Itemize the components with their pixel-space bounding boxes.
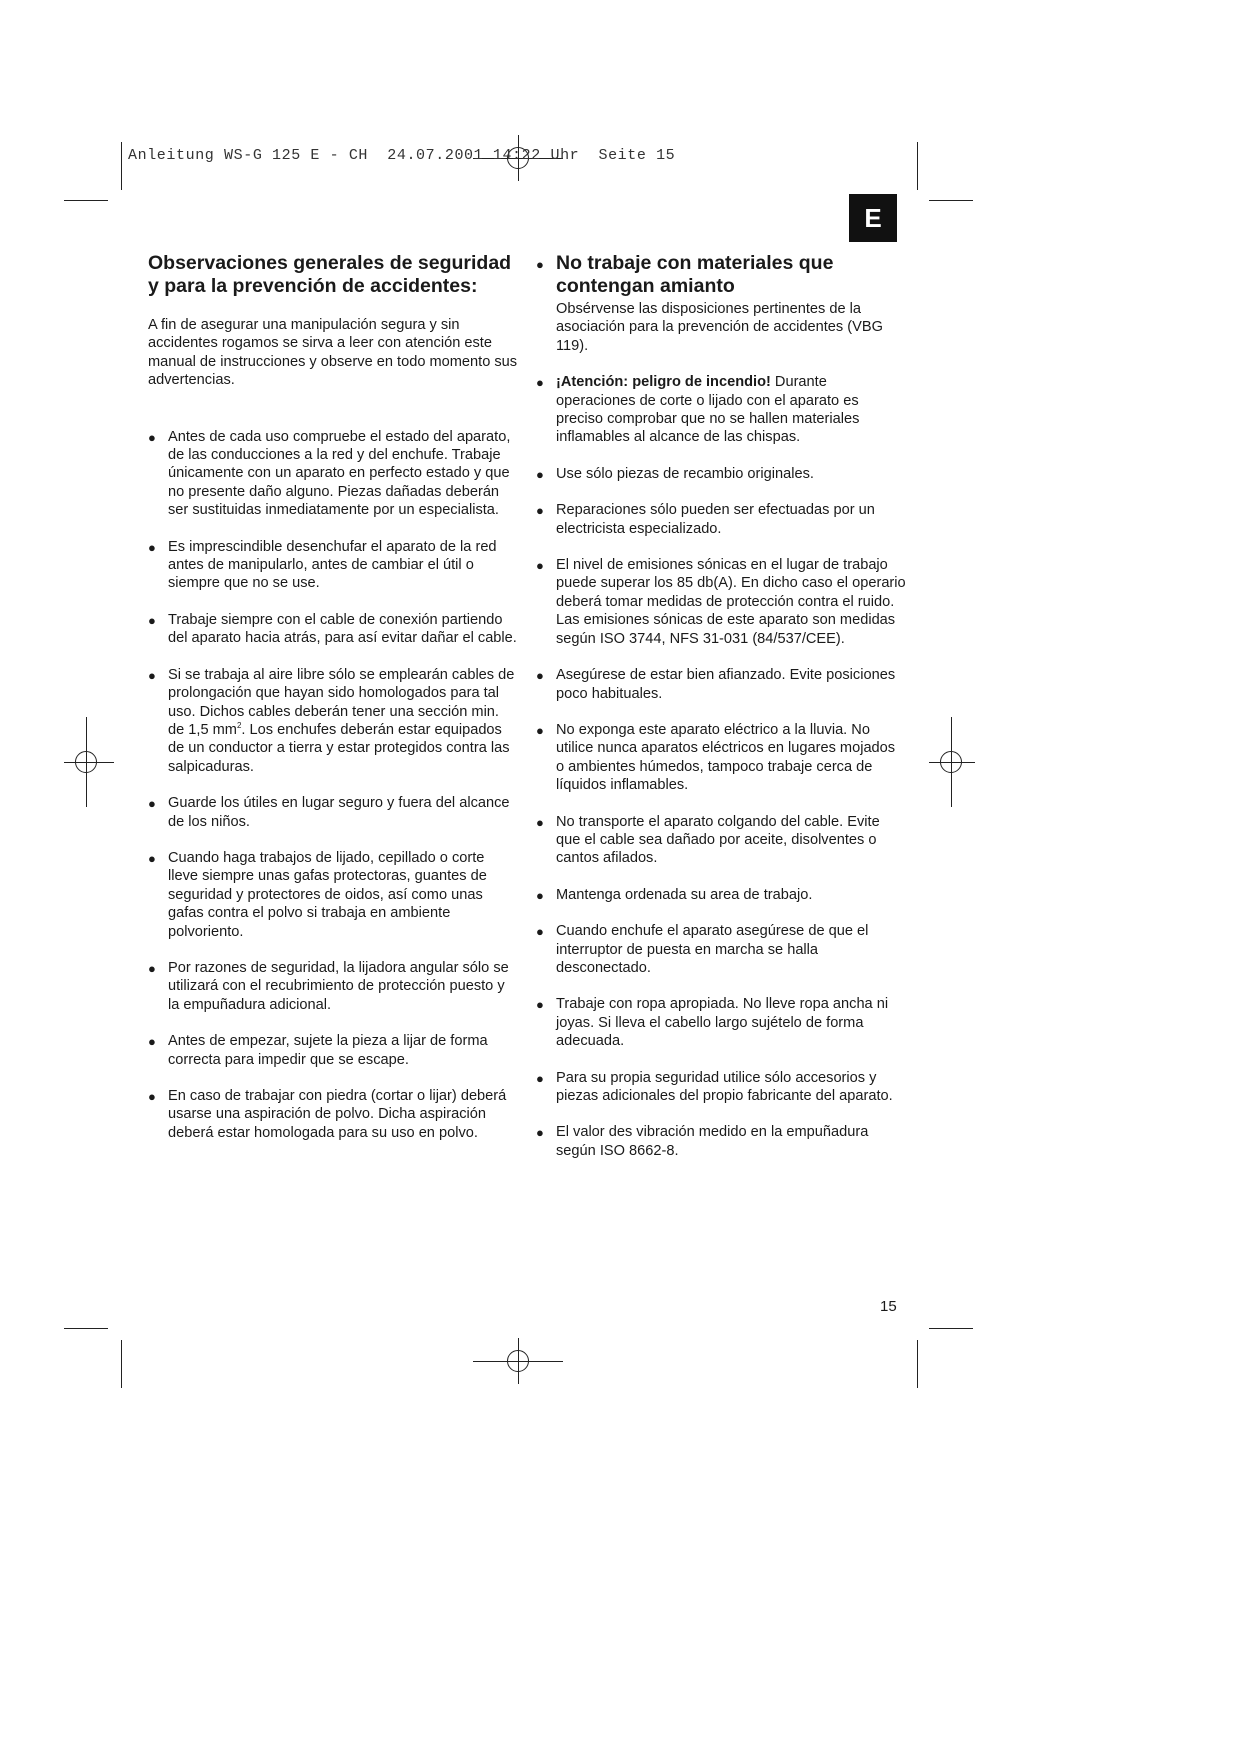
list-item [148, 611, 518, 648]
bullet-icon: ● [148, 429, 156, 445]
crop-mark-top-left-vertical [121, 142, 122, 190]
bullet-icon: ● [536, 466, 544, 482]
intro-paragraph: A fin de asegurar una manipulación segura y sin accidentes rogamos se sirva a leer con atención este manual de instrucciones y observe en todo momento sus advertencias. [148, 317, 518, 389]
bullet-icon: ● [536, 924, 544, 940]
crop-mark-bottom-right-vertical [917, 1340, 918, 1388]
bullet-icon: ● [536, 887, 544, 903]
bullet-icon: ● [536, 375, 544, 391]
superscript: 2 [236, 720, 242, 730]
crop-mark-top-right-vertical [917, 142, 918, 190]
list-item-text: Antes de cada uso compruebe el estado del aparato, de las conducciones a la red y del enchufe. Trabaje únicamente con un aparato en perfecto estado y que no presente daño alguno. Piezas dañadas deberán ser sustituidas inmediatamente por un especialista. [168, 428, 511, 519]
list-item [536, 666, 906, 703]
list-item-text: Antes de empezar, sujete la pieza a lijar de forma correcta para impedir que se escape. [168, 1033, 488, 1068]
list-item [148, 794, 518, 831]
list-item-text: En caso de trabajar con piedra (cortar o lijar) deberá usarse una aspiración de polvo. Dicha aspiración deberá estar homologada para su uso en polvo. [168, 1088, 507, 1141]
bullet-icon: ● [536, 814, 544, 830]
fire-warning-heading: ¡Atención: peligro de incendio! [556, 374, 771, 391]
list-item-text: Cuando enchufe el aparato asegúrese de que el interruptor de puesta en marcha se halla desconectado. [556, 923, 869, 976]
asbestos-heading [536, 252, 906, 298]
bullet-icon: ● [536, 668, 544, 684]
list-item-text: Asegúrese de estar bien afianzado. Evite posiciones poco habituales. [556, 667, 896, 702]
list-item [148, 959, 518, 1014]
fire-warning-item [536, 373, 906, 447]
asbestos-paragraph: Obsérvense las disposiciones pertinentes de la asociación para la prevención de accidentes (VBG 119). [556, 301, 883, 354]
bullet-icon: ● [536, 257, 544, 272]
left-column [148, 252, 518, 1142]
list-item-text-part: Si se trabaja al aire libre sólo se emplearán cables de prolongación que hayan sido homologados para tal uso. Dichos cables deberán tener una sección min. de 1,5 mm [168, 666, 515, 738]
bullet-icon: ● [536, 558, 544, 574]
list-item [536, 721, 906, 795]
page-number: 15 [880, 1298, 897, 1315]
bullet-icon: ● [536, 1070, 544, 1086]
bullet-icon: ● [148, 667, 156, 683]
right-column [536, 252, 906, 1160]
crop-mark-bottom-right-horizontal [929, 1328, 973, 1329]
bullet-icon: ● [148, 539, 156, 555]
bullet-icon: ● [536, 997, 544, 1013]
section-title: Observaciones generales de seguridad y para la prevención de accidentes: [148, 252, 512, 297]
list-item [536, 556, 906, 648]
list-item [148, 1087, 518, 1142]
list-item-text: El valor des vibración medido en la empuñadura según ISO 8662-8. [556, 1124, 869, 1159]
crop-mark-bottom-left-vertical [121, 1340, 122, 1388]
bullet-icon: ● [148, 850, 156, 866]
list-item-text: Use sólo piezas de recambio originales. [556, 465, 814, 482]
list-item-text: Trabaje siempre con el cable de conexión partiendo del aparato hacia atrás, para así evitar dañar el cable. [168, 611, 517, 647]
bullet-icon: ● [148, 796, 156, 812]
list-item-text-part: . Los enchufes deberán estar equipados de un conductor a tierra y estar protegidos contra las salpicaduras. [168, 721, 510, 775]
bullet-icon: ● [148, 1089, 156, 1104]
list-item [148, 849, 518, 941]
bullet-icon: ● [536, 1125, 544, 1141]
list-item [536, 922, 906, 977]
list-item-text: Cuando haga trabajos de lijado, cepillado o corte lleve siempre unas gafas protectoras, guantes de seguridad y protectores de oidos, así como unas gafas contra el polvo si trabaja en ambiente polvoriento. [168, 849, 487, 940]
list-item [536, 886, 906, 904]
list-item [536, 813, 906, 868]
language-badge: E [849, 194, 897, 242]
fire-warning-text: Durante operaciones de corte o lijado con el aparato es preciso comprobar que no se hallen materiales inflamables al alcance de las chispas. [556, 374, 860, 446]
bullet-icon: ● [148, 1034, 156, 1050]
list-item-text: Es imprescindible desenchufar el aparato de la red antes de manipularlo, antes de cambiar el útil o siempre que no se use. [168, 538, 497, 592]
crop-mark-top-left-horizontal [64, 200, 108, 201]
list-item-text: Guarde los útiles en lugar seguro y fuera del alcance de los niños. [168, 795, 510, 830]
list-item [148, 666, 518, 776]
list-item [536, 1069, 906, 1106]
list-item-text: Trabaje con ropa apropiada. No lleve ropa ancha ni joyas. Si lleva el cabello largo sujételo de forma adecuada. [556, 996, 889, 1050]
bullet-icon: ● [148, 612, 156, 628]
list-item [536, 501, 906, 538]
list-item [148, 538, 518, 593]
asbestos-heading-text: No trabaje con materiales que contengan amianto [556, 252, 834, 297]
crop-mark-bottom-left-horizontal [64, 1328, 108, 1329]
list-item-text: Mantenga ordenada su area de trabajo. [556, 886, 813, 903]
list-item-text: Para su propia seguridad utilice sólo accesorios y piezas adicionales del propio fabricante del aparato. [556, 1069, 893, 1104]
list-item-text: No exponga este aparato eléctrico a la lluvia. No utilice nunca aparatos eléctricos en lugares mojados o ambientes húmedos, tampoco trabaje cerca de líquidos inflamables. [556, 721, 896, 794]
list-item-text: Reparaciones sólo pueden ser efectuadas por un electricista especializado. [556, 502, 875, 537]
list-item [536, 1123, 906, 1160]
list-item [148, 428, 518, 520]
bullet-icon: ● [148, 960, 156, 976]
print-slug: Anleitung WS-G 125 E - CH 24.07.2001 14:22 Uhr Seite 15 [128, 147, 676, 164]
bullet-icon: ● [536, 722, 544, 738]
bullet-icon: ● [536, 503, 544, 519]
list-item-text: Por razones de seguridad, la lijadora angular sólo se utilizará con el recubrimiento de protección puesto y la empuñadura adicional. [168, 959, 509, 1013]
list-item [148, 1032, 518, 1069]
list-item [536, 465, 906, 483]
crop-mark-top-right-horizontal [929, 200, 973, 201]
list-item [536, 995, 906, 1050]
list-item-text: El nivel de emisiones sónicas en el lugar de trabajo puede superar los 85 db(A). En dicho caso el operario deberá tomar medidas de protección contra el ruido. Las emisiones sónicas de este aparato son medidas según ISO 3744, NFS 31-031 (84/537/CEE). [556, 557, 906, 647]
list-item-text: No transporte el aparato colgando del cable. Evite que el cable sea dañado por aceite, disolventes o cantos afilados. [556, 813, 880, 867]
